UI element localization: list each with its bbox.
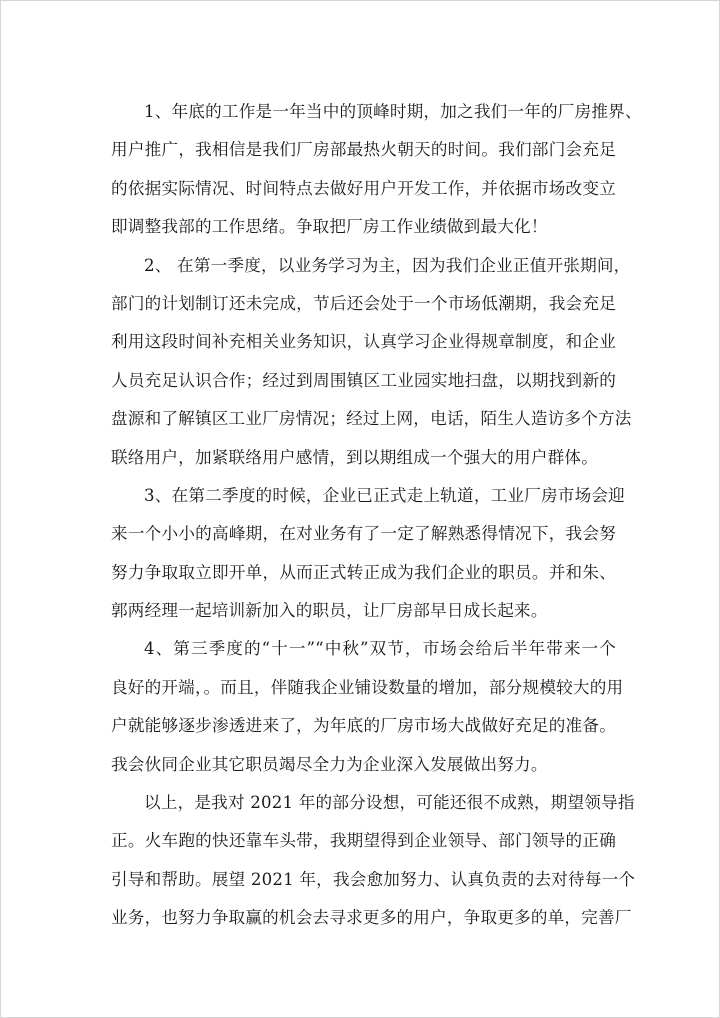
paragraph-5	[111, 784, 636, 938]
paragraph-line: 来一个小小的高峰期，在对业务有了一定了解熟悉得情况下，我会努	[111, 524, 616, 544]
paragraph-line: 4、第三季度的“十一”“中秋”双节，市场会给后半年带来一个	[144, 639, 616, 659]
paragraph-2	[111, 247, 632, 477]
paragraph-line: 良好的开端，。而且，伴随我企业铺设数量的增加，部分规模较大的用	[111, 677, 624, 697]
paragraph-line: 人员充足认识合作；经过到周围镇区工业园实地扫盘，以期找到新的	[111, 370, 616, 390]
paragraph-line: 3、在第二季度的时候，企业已正式走上轨道，工业厂房市场会迎	[144, 485, 625, 505]
paragraph-4	[111, 630, 624, 784]
paragraph-line: 引导和帮助。展望 2021 年，我会愈加努力、认真负责的去对待每一个	[111, 869, 636, 889]
paragraph-line: 1、年底的工作是一年当中的顶峰时期，加之我们一年的厂房推界、	[144, 102, 642, 121]
paragraph-line: 2、 在第一季度，以业务学习为主，因为我们企业正值开张期间，	[144, 255, 631, 275]
paragraph-line: 利用这段时间补充相关业务知识，认真学习企业得规章制度，和企业	[111, 332, 616, 352]
paragraph-line: 努力争取取立即开单，从而正式转正成为我们企业的职员。并和朱、	[111, 562, 616, 582]
paragraph-1	[111, 93, 642, 247]
paragraph-3	[111, 477, 625, 631]
paragraph-line: 用户推广，我相信是我们厂房部最热火朝天的时间。我们部门会充足	[111, 140, 616, 160]
paragraph-line: 盘源和了解镇区工业厂房情况；经过上网，电话，陌生人造访多个方法	[111, 409, 632, 429]
paragraph-line: 正。火车跑的快还靠车头带，我期望得到企业领导、部门领导的正确	[111, 831, 616, 851]
paragraph-line: 即调整我部的工作思绪。争取把厂房工作业绩做到最大化！	[111, 217, 548, 237]
paragraph-line: 联络用户，加紧联络用户感情，到以期组成一个强大的用户群体。	[111, 447, 599, 467]
document-body	[111, 93, 642, 938]
paragraph-line: 以上，是我对 2021 年的部分设想，可能还很不成熟，期望领导指	[144, 793, 635, 813]
paragraph-line: 的依据实际情况、时间特点去做好用户开发工作，并依据市场改变立	[111, 178, 616, 198]
paragraph-line: 我会伙同企业其它职员竭尽全力为企业深入发展做出努力。	[111, 754, 548, 774]
paragraph-line: 郭两经理一起培训新加入的职员，让厂房部早日成长起来。	[111, 601, 548, 621]
paragraph-line: 业务，也努力争取赢的机会去寻求更多的用户，争取更多的单，完善厂	[111, 908, 632, 928]
paragraph-line: 部门的计划制订还未完成，节后还会处于一个市场低潮期，我会充足	[111, 293, 616, 313]
paragraph-line: 户就能够逐步渗透进来了，为年底的厂房市场大战做好充足的准备。	[111, 716, 616, 736]
